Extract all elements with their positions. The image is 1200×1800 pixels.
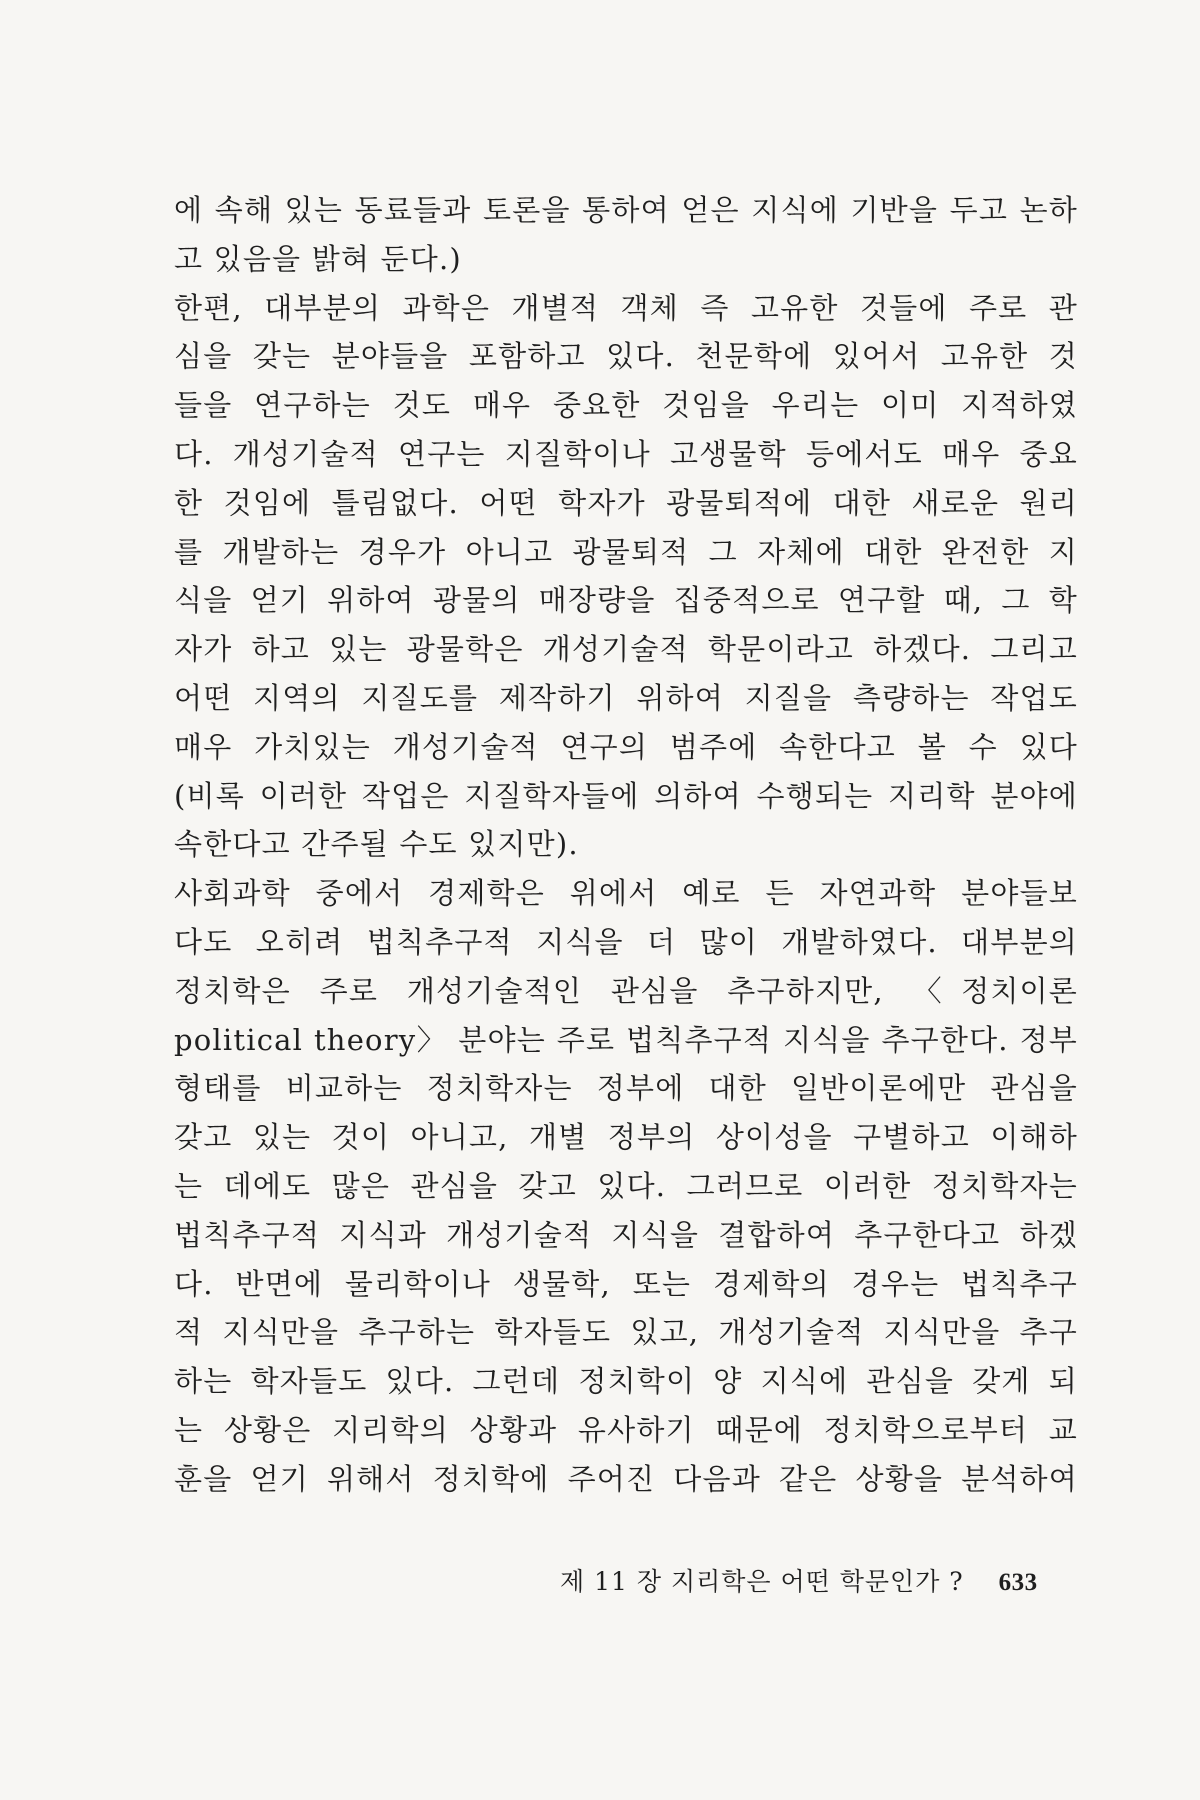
text-line: political theory〉 분야는 주로 법칙추구적 지식을 추구한다. 정부 (174, 1022, 1078, 1057)
text-line: 한편, 대부분의 과학은 개별적 객체 즉 고유한 것들에 주로 관 (174, 290, 1078, 325)
text-line: (비록 이러한 작업은 지질학자들에 의하여 수행되는 지리학 분야에 (174, 778, 1078, 813)
text-line: 정치학은 주로 개성기술적인 관심을 추구하지만, 〈정치이론 (174, 973, 1078, 1008)
text-line: 들을 연구하는 것도 매우 중요한 것임을 우리는 이미 지적하였 (174, 388, 1078, 423)
body-text (174, 186, 1078, 1504)
text-line: 하는 학자들도 있다. 그런데 정치학이 양 지식에 관심을 갖게 되 (174, 1364, 1078, 1399)
text-line: 는 상황은 지리학의 상황과 유사하기 때문에 정치학으로부터 교 (174, 1412, 1078, 1447)
text-line: 다. 개성기술적 연구는 지질학이나 고생물학 등에서도 매우 중요 (174, 436, 1078, 471)
text-line: 식을 얻기 위하여 광물의 매장량을 집중적으로 연구할 때, 그 학 (174, 583, 1078, 618)
text-line: 갖고 있는 것이 아니고, 개별 정부의 상이성을 구별하고 이해하 (174, 1120, 1078, 1155)
text-line: 에 속해 있는 동료들과 토론을 통하여 얻은 지식에 기반을 두고 논하 (174, 193, 1078, 227)
text-line: 어떤 지역의 지질도를 제작하기 위하여 지질을 측량하는 작업도 (174, 680, 1078, 715)
text-line: 법칙추구적 지식과 개성기술적 지식을 결합하여 추구한다고 하겠 (174, 1217, 1078, 1252)
page-number: 633 (998, 1569, 1038, 1596)
text-line: 사회과학 중에서 경제학은 위에서 예로 든 자연과학 분야들보 (174, 876, 1078, 911)
text-line: 적 지식만을 추구하는 학자들도 있고, 개성기술적 지식만을 추구 (174, 1315, 1078, 1350)
text-line: 심을 갖는 분야들을 포함하고 있다. 천문학에 있어서 고유한 것 (174, 339, 1078, 374)
text-line: 속한다고 간주될 수도 있지만). (174, 827, 579, 862)
text-line: 한 것임에 틀림없다. 어떤 학자가 광물퇴적에 대한 새로운 원리 (174, 485, 1078, 520)
text-line: 훈을 얻기 위해서 정치학에 주어진 다음과 같은 상황을 분석하여 (174, 1461, 1078, 1496)
text-line: 다. 반면에 물리학이나 생물학, 또는 경제학의 경우는 법칙추구 (174, 1266, 1078, 1301)
text-line: 자가 하고 있는 광물학은 개성기술적 학문이라고 하겠다. 그리고 (174, 632, 1078, 667)
text-line: 를 개발하는 경우가 아니고 광물퇴적 그 자체에 대한 완전한 지 (174, 534, 1078, 569)
page-footer (560, 1562, 1060, 1598)
text-line: 는 데에도 많은 관심을 갖고 있다. 그러므로 이러한 정치학자는 (174, 1168, 1078, 1203)
text-line: 고 있음을 밝혀 둔다.) (174, 241, 462, 276)
text-line: 형태를 비교하는 정치학자는 정부에 대한 일반이론에만 관심을 (174, 1071, 1078, 1106)
text-line: 다도 오히려 법칙추구적 지식을 더 많이 개발하였다. 대부분의 (174, 924, 1078, 959)
text-line: 매우 가치있는 개성기술적 연구의 범주에 속한다고 볼 수 있다 (174, 729, 1078, 764)
chapter-title: 제 11 장 지리학은 어떤 학문인가 ? (560, 1567, 964, 1596)
